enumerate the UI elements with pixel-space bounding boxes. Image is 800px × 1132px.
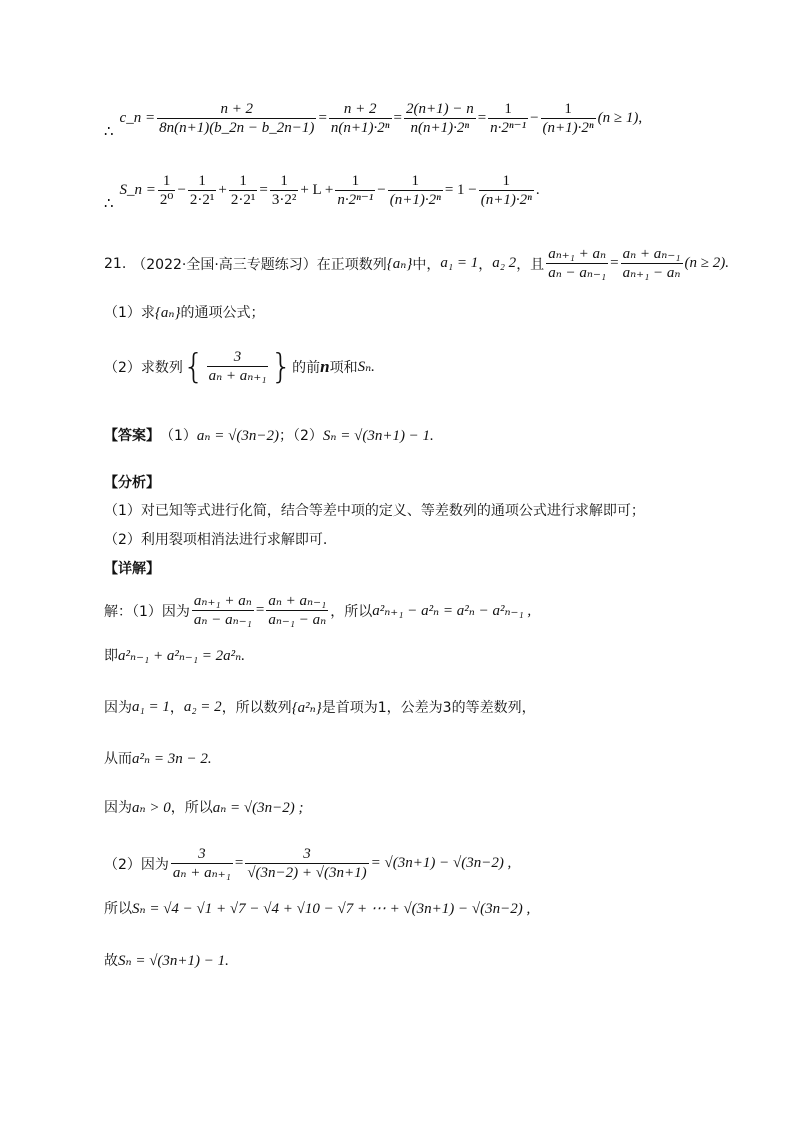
fraction: $\frac{\text{aₙ₊₁ + aₙ}}{\text{aₙ − aₙ₋₁}}$ <box>193 593 252 628</box>
question-1: （1）求 {aₙ} 的通项公式； <box>104 304 265 321</box>
fraction: $\frac{3}{\text{aₙ + aₙ₊₁}}$ <box>208 349 267 384</box>
fraction: $\frac{1}{\text{2·2¹}}$ <box>189 173 215 208</box>
detail-step-4: 从而 a²ₙ = 3n − 2. <box>104 750 212 767</box>
detail-step-8: 故 Sₙ = √(3n+1) − 1. <box>104 952 229 969</box>
fraction: $\frac{1}{\text{2·2¹}}$ <box>230 173 256 208</box>
analysis-line-2: （2）利用裂项相消法进行求解即可. <box>104 532 328 548</box>
analysis-label: 【分析】 <box>104 475 160 491</box>
fraction: $\frac{n + 2}{\text{n(n+1)·2ⁿ}}$ <box>330 101 390 136</box>
detail-step-5: 因为 aₙ > 0 ，所以 aₙ = √(3n−2) ; <box>104 799 304 816</box>
fraction: $\frac{1}{\text{(n+1)·2ⁿ}}$ <box>480 173 532 208</box>
fraction: $\frac{\text{aₙ + aₙ₋₁}}{\text{aₙ₋₁ − aₙ}}$ <box>268 593 327 628</box>
fraction: $\frac{1}{\text{(n+1)·2ⁿ}}$ <box>542 101 594 136</box>
sn-equation: ∴ S_n = $\frac{1}{\text{2⁰}}$ − $\frac{1}{\text{2·2¹}}$ + $\frac{1}{\text{2·2¹}}$ = $\frac{1}{\text{3·2²}}$ + L + $\frac{1}{\text{n·2ⁿ⁻¹}}$ − $\frac{1}{\text{(n+1)·2ⁿ}}$ = 1 − $\frac{1}{\text{(n+1)·2ⁿ}}$ . <box>104 173 540 212</box>
therefore-symbol: ∴ <box>104 124 114 140</box>
detail-step-6: （2）因为 $\frac{3}{\text{aₙ + aₙ₊₁}}$ = $\frac{3}{√(3n-2) + √(3n+1)}$ = √(3n+1) − √(3n−2) , <box>104 846 512 881</box>
fraction: $\frac{1}{\text{n·2ⁿ⁻¹}}$ <box>337 173 374 208</box>
detail-step-7: 所以 Sₙ = √4 − √1 + √7 − √4 + √10 − √7 + ⋯ + √(3n+1) − √(3n−2) , <box>104 900 531 917</box>
detail-step-3: 因为 a₁ = 1 ， a₂ = 2 ，所以数列 {a²ₙ} 是首项为1，公差为3的等差数列， <box>104 698 536 716</box>
cn-equation: ∴ c_n = $\frac{n + 2}{8n(n+1)(b\_2n - b\_2n-1)}$ = $\frac{n + 2}{\text{n(n+1)·2ⁿ}}$ = $\frac{2(n+1) - n}{\text{n(n+1)·2ⁿ}}$ = $\frac{1}{\text{n·2ⁿ⁻¹}}$ − $\frac{1}{\text{(n+1)·2ⁿ}}$ (n ≥ 1) , <box>104 101 643 140</box>
condition: (n ≥ 1) <box>597 110 639 126</box>
fraction: $\frac{1}{\text{n·2ⁿ⁻¹}}$ <box>490 101 527 136</box>
fraction: $\frac{1}{\text{3·2²}}$ <box>271 173 297 208</box>
therefore-symbol: ∴ <box>104 196 114 212</box>
detail-label: 【详解】 <box>104 561 160 577</box>
fraction: $\frac{\text{aₙ₊₁ + aₙ}}{\text{aₙ − aₙ₋₁}}$ <box>548 246 607 281</box>
fraction: $\frac{3}{\text{aₙ + aₙ₊₁}}$ <box>172 846 231 881</box>
problem-statement: 21. （2022·全国·高三专题练习）在正项数列 {aₙ} 中， a₁ = 1 ， a₂ 2 ，且 $\frac{\text{aₙ₊₁ + aₙ}}{\text{aₙ − aₙ₋₁}}$ = $\frac{\text{aₙ + aₙ₋₁}}{\text{aₙ₊₁ − aₙ}}$ (n ≥ 2). <box>104 246 729 281</box>
problem-source: （2022·全国·高三专题练习）在正项数列 <box>132 256 387 273</box>
question-2: （2）求数列 { $\frac{3}{\text{aₙ + aₙ₊₁}}$ } 的前 n 项和 Sₙ. <box>104 346 375 387</box>
fraction: $\frac{n + 2}{8n(n+1)(b\_2n - b\_2n-1)}$ <box>159 101 315 136</box>
detail-step-1: 解：（1）因为 $\frac{\text{aₙ₊₁ + aₙ}}{\text{aₙ − aₙ₋₁}}$ = $\frac{\text{aₙ + aₙ₋₁}}{\text{aₙ₋₁ − aₙ}}$ ，所以 a²ₙ₊₁ − a²ₙ = a²ₙ − a²ₙ₋₁ , <box>104 593 532 628</box>
answer-label: 【答案】 <box>104 428 160 444</box>
detail-step-2: 即 a²ₙ₋₁ + a²ₙ₋₁ = 2a²ₙ. <box>104 647 245 664</box>
fraction: $\frac{3}{√(3n-2) + √(3n+1)}$ <box>247 846 367 881</box>
fraction: $\frac{1}{\text{(n+1)·2ⁿ}}$ <box>389 173 441 208</box>
fraction: $\frac{\text{aₙ + aₙ₋₁}}{\text{aₙ₊₁ − aₙ}}$ <box>622 246 681 281</box>
analysis-line-1: （1）对已知等式进行化简，结合等差中项的定义、等差数列的通项公式进行求解即可； <box>104 503 645 519</box>
cn-lhs: c_n = <box>119 110 156 126</box>
answer-line: 【答案】 （1） aₙ = √(3n−2) ；（2） Sₙ = √(3n+1) − 1. <box>104 425 434 445</box>
problem-number: 21. <box>104 255 127 272</box>
fraction: $\frac{1}{\text{2⁰}}$ <box>159 173 174 208</box>
fraction: $\frac{2(n+1) - n}{\text{n(n+1)·2ⁿ}}$ <box>405 101 474 136</box>
